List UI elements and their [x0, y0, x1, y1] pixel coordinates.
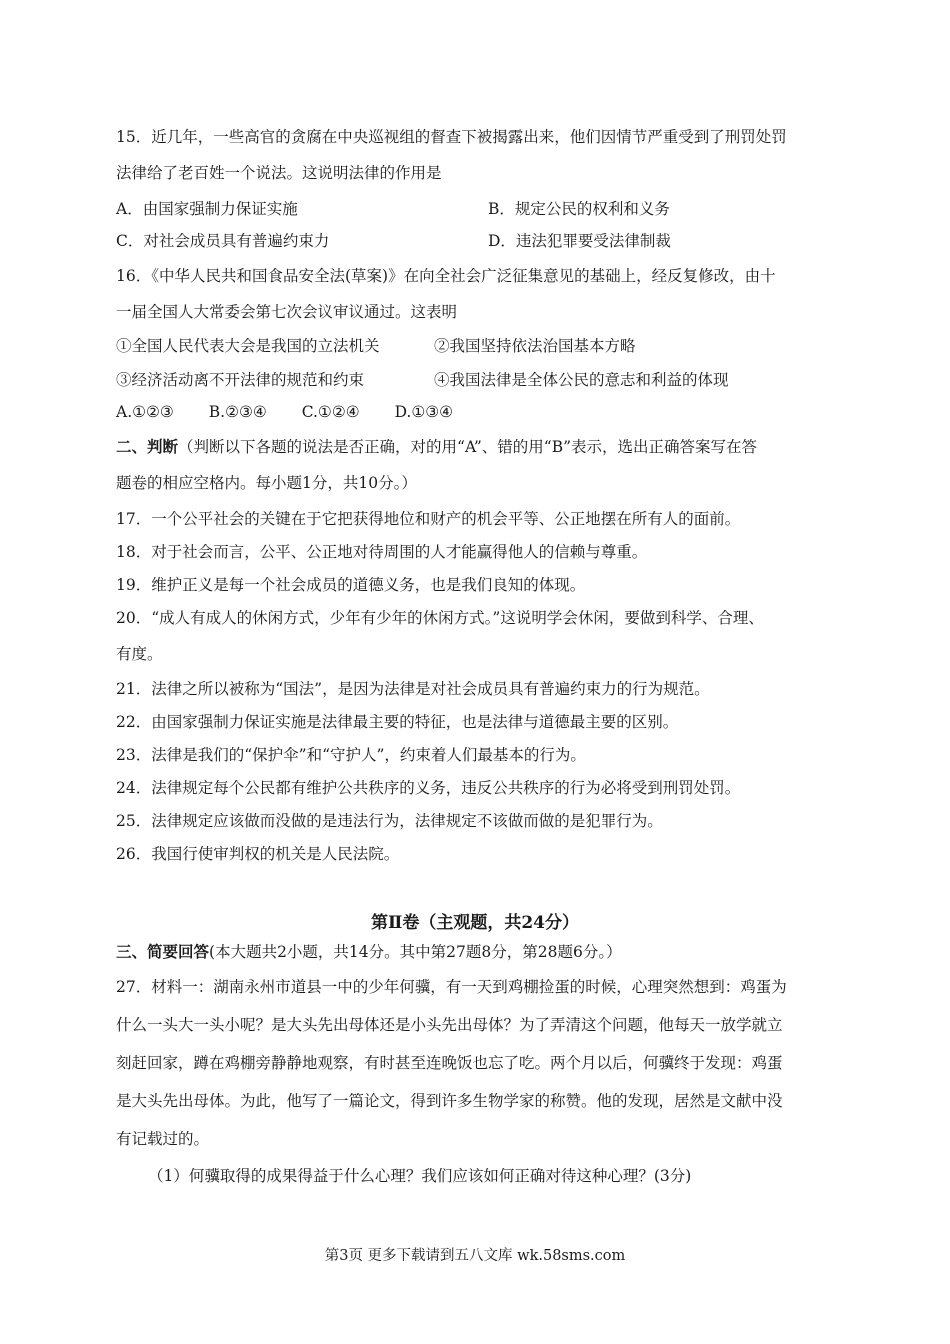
- judgment-item-26: 26．我国行使审判权的机关是人民法院。: [116, 845, 400, 863]
- q16-option-d: D.①③④: [394, 403, 454, 421]
- q16-statement-2: ②我国坚持依法治国基本方略: [434, 337, 636, 355]
- q16-statements-row1: [116, 336, 846, 356]
- q15-option-c: C．对社会成员具有普遍约束力: [116, 232, 330, 250]
- judgment-item-20: 20．“成人有成人的休闲方式，少年有少年的休闲方式。”这说明学会休闲，要做到科学、合理、: [116, 609, 764, 627]
- q15-options-row1: [116, 199, 846, 219]
- q16-statement-1: ①全国人民代表大会是我国的立法机关: [116, 337, 380, 355]
- judgment-item-21: 21．法律之所以被称为“国法”，是因为法律是对社会成员具有普遍约束力的行为规范。: [116, 680, 710, 698]
- judgment-item-18: 18．对于社会而言，公平、公正地对待周围的人才能赢得他人的信赖与尊重。: [116, 543, 648, 561]
- judgment-item-23: 23．法律是我们的“保护伞”和“守护人”，约束着人们最基本的行为。: [116, 746, 586, 764]
- judgment-item-24: 24．法律规定每个公民都有维护公共秩序的义务，违反公共秩序的行为必将受到刑罚处罚。: [116, 779, 741, 797]
- q27-line3: 刻赶回家，蹲在鸡棚旁静静地观察，有时甚至连晚饭也忘了吃。两个月以后，何骥终于发现：鸡蛋: [116, 1054, 783, 1072]
- q16-option-b: B.②③④: [208, 403, 267, 421]
- q27-line4: 是大头先出母体。为此，他写了一篇论文，得到许多生物学家的称赞。他的发现，居然是文献中没: [116, 1092, 783, 1110]
- judgment-item-22: 22．由国家强制力保证实施是法律最主要的特征，也是法律与道德最主要的区别。: [116, 713, 679, 731]
- q16-line1: 16．《中华人民共和国食品安全法(草案)》在向全社会广泛征集意见的基础上，经反复修改，由十: [116, 267, 776, 285]
- q27-line2: 什么一头大一头小呢？是大头先出母体还是小头先出母体？为了弄清这个问题，他每天一放学就立: [116, 1016, 783, 1034]
- q15-option-a: A．由国家强制力保证实施: [116, 200, 298, 218]
- q16-options: [116, 402, 846, 422]
- section3-instruction: 三、简要回答(本大题共2小题，共14分。其中第27题8分，第28题6分。）: [116, 942, 622, 961]
- q16-option-c: C.①②④: [301, 403, 360, 421]
- q16-option-a: A.①②③: [116, 403, 174, 421]
- q15-line1: 15．近几年，一些高官的贪腐在中央巡视组的督查下被揭露出来，他们因情节严重受到了刑罚处罚: [116, 128, 787, 146]
- judgment-item-20-cont: 有度。: [116, 645, 163, 663]
- q27-line1: 27．材料一：湖南永州市道县一中的少年何骥，有一天到鸡棚捡蛋的时候，心理突然想到：鸡蛋为: [116, 978, 787, 996]
- q16-statement-3: ③经济活动离不开法律的规范和约束: [116, 371, 365, 389]
- section3-heading: 三、简要回答: [116, 942, 210, 961]
- judgment-item-19: 19．维护正义是每一个社会成员的道德义务，也是我们良知的体现。: [116, 576, 586, 594]
- q15-options-row2: [116, 231, 846, 251]
- q15-line2: 法律给了老百姓一个说法。这说明法律的作用是: [116, 164, 442, 182]
- section2-heading: 二、判断: [116, 437, 179, 456]
- section2-instruction-line2: 题卷的相应空格内。每小题1分，共10分。）: [116, 474, 417, 492]
- q16-statement-4: ④我国法律是全体公民的意志和利益的体现: [434, 371, 729, 389]
- judgment-item-17: 17．一个公平社会的关键在于它把获得地位和财产的机会平等、公正地摆在所有人的面前。: [116, 510, 741, 528]
- q15-option-b: B．规定公民的权利和义务: [488, 200, 670, 218]
- q16-line2: 一届全国人大常委会第七次会议审议通过。这表明: [116, 303, 458, 321]
- q15-option-d: D．违法犯罪要受法律制裁: [488, 232, 671, 250]
- page-footer: 第3页 更多下载请到五八文库 wk.58sms.com: [324, 1248, 626, 1264]
- q27-subquestion-1: （1）何骥取得的成果得益于什么心理？我们应该如何正确对待这种心理？(3分): [148, 1167, 692, 1185]
- judgment-item-25: 25．法律规定应该做而没做的是违法行为，法律规定不该做而做的是犯罪行为。: [116, 812, 663, 830]
- part2-title: 第Ⅱ卷（主观题，共24分）: [371, 913, 579, 933]
- q16-statements-row2: [116, 370, 846, 390]
- q27-line5: 有记载过的。: [116, 1130, 210, 1148]
- section2-instruction-line1: 二、判断（判断以下各题的说法是否正确，对的用“A”、错的用“B”表示，选出正确答案写在答: [116, 437, 758, 456]
